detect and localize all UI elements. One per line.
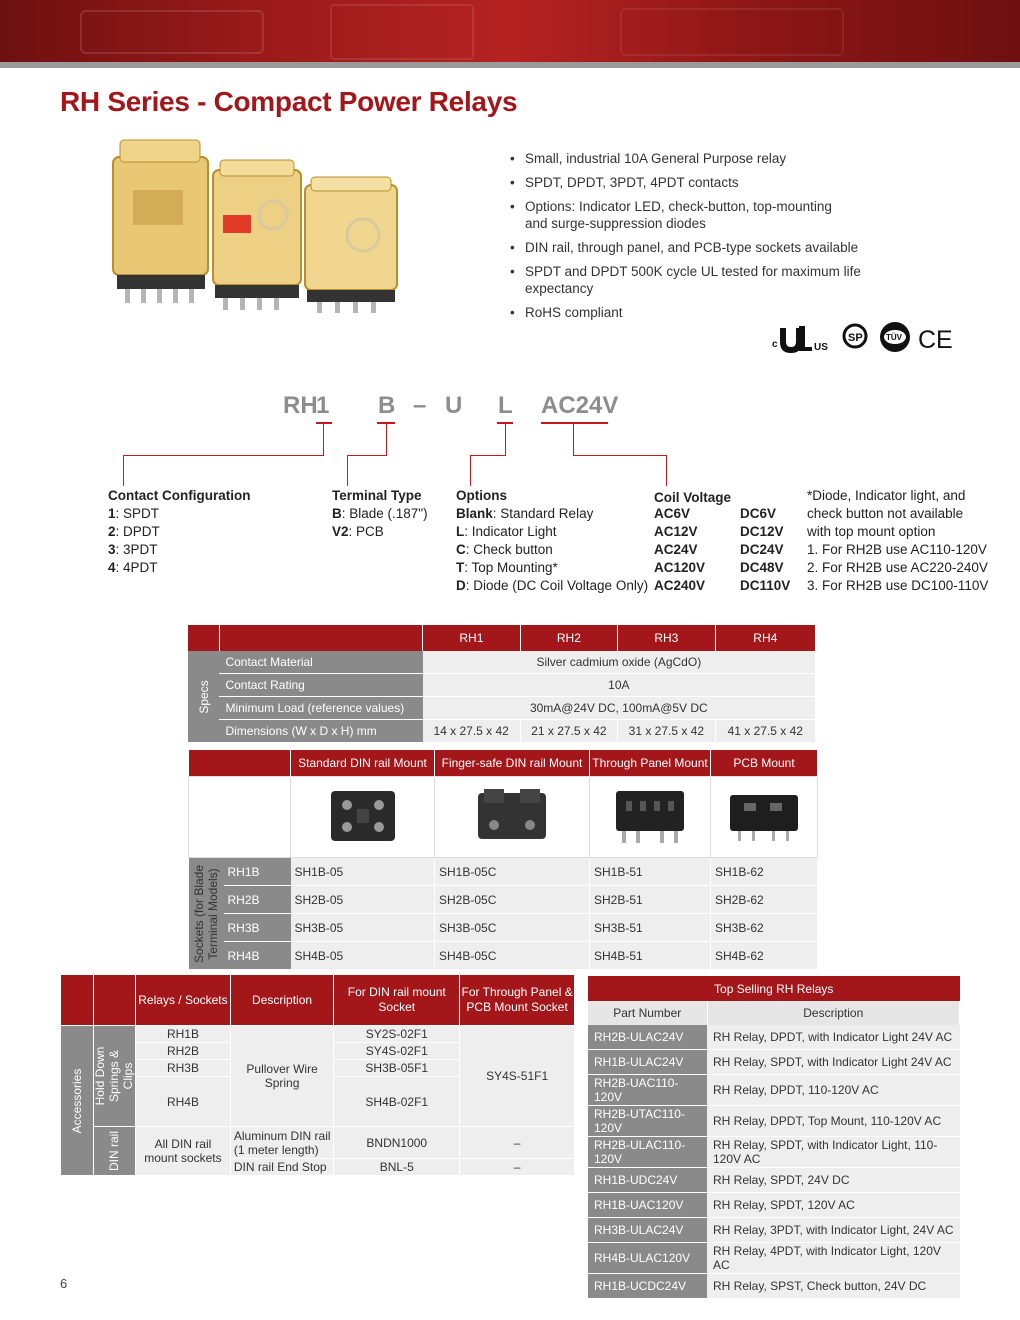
accessories-side-label: Accessories <box>61 1026 94 1176</box>
header-banner <box>0 0 1020 62</box>
table-row: RH2B-ULAC24V RH Relay, DPDT, with Indicator Light 24V AC <box>588 1025 960 1050</box>
col-rh2: RH2 <box>520 625 617 651</box>
top-selling-table: Top Selling RH Relays Part Number Description RH2B-ULAC24V RH Relay, DPDT, with Indicator Light 24V AC RH1B-ULAC24V RH Relay, SPDT, with Indicator Light 24V AC RH2B-UAC110-120V RH Relay, DPDT, 110-120V AC RH2B-UTAC110-120V RH Relay, DPDT, Top Mount, 110-120V AC RH2B-ULAC110-120V RH Relay, SPDT, with Indicator Light, 110-120V AC RH1B-UDC24V RH Relay, SPDT, 24V DC RH1B-UAC120V RH Relay, SPDT, 120V AC RH3B-ULAC24V RH Relay, 3PDT, with Indicator Light, 24V AC RH4B-ULAC120V RH Relay, 4PDT, with Indicator Light, 120V AC RH1B-UCDC24V RH Relay, SPST, Check button, 24V DC <box>588 976 960 1299</box>
standard-din-socket-image <box>291 777 435 858</box>
pcb-socket-image <box>711 777 818 858</box>
table-row: RH1B-UAC120V RH Relay, SPDT, 120V AC <box>588 1193 960 1218</box>
ul-c-mark: c <box>772 339 778 350</box>
top-selling-title: Top Selling RH Relays <box>588 976 960 1001</box>
table-row: Sockets (for Blade Terminal Models) RH1B SH1B-05 SH1B-05C SH1B-51 SH1B-62 <box>189 858 818 886</box>
page-title: RH Series - Compact Power Relays <box>60 86 518 117</box>
code-voltage: AC24V <box>541 392 619 419</box>
table-row: RH1B-UDC24V RH Relay, SPDT, 24V DC <box>588 1168 960 1193</box>
col-rh1: RH1 <box>423 625 520 651</box>
relay-product-image <box>105 135 415 315</box>
din-rail-label: DIN rail <box>93 1127 135 1176</box>
table-row: RH3B SH3B-05 SH3B-05C SH3B-51 SH3B-62 <box>189 914 818 942</box>
specs-side-label: Specs <box>188 651 219 743</box>
code-underline <box>316 422 332 424</box>
col-rh3: RH3 <box>618 625 715 651</box>
through-panel-socket-image <box>590 777 711 858</box>
ul-icon <box>780 328 802 353</box>
feature-item: • Options: Indicator LED, check-button, top-mounting and surge-suppression diodes <box>510 199 832 231</box>
feature-list <box>510 150 930 328</box>
table-row: RH4B-ULAC120V RH Relay, 4PDT, with Indicator Light, 120V AC <box>588 1243 960 1274</box>
col-rh4: RH4 <box>715 625 815 651</box>
coil-voltage-ac: AC6V AC12V AC24V AC120V AC240V <box>654 506 706 593</box>
options: Options Blank: Standard Relay L: Indicator Light C: Check button T: Top Mounting* D: Diode (DC Coil Voltage Only) <box>456 488 649 593</box>
page-number: 6 <box>60 1276 68 1291</box>
svg-text:SP: SP <box>848 332 863 344</box>
feature-item: • RoHS compliant <box>510 305 623 320</box>
code-option: L <box>498 392 513 419</box>
table-row: RH1B-ULAC24V RH Relay, SPDT, with Indicator Light 24V AC <box>588 1050 960 1075</box>
feature-item: • SPDT and DPDT 500K cycle UL tested for maximum life expectancy <box>510 264 861 296</box>
code-u: U <box>445 392 463 419</box>
feature-item: • Small, industrial 10A General Purpose relay <box>510 151 787 166</box>
connector-line <box>505 424 506 456</box>
table-row: RH2B-ULAC110-120V RH Relay, SPDT, with Indicator Light, 110-120V AC <box>588 1137 960 1168</box>
code-underline <box>541 422 608 424</box>
code-terminal: B <box>378 392 396 419</box>
table-row: RH2B SH2B-05 SH2B-05C SH2B-51 SH2B-62 <box>189 886 818 914</box>
table-row: RH3B-ULAC24V RH Relay, 3PDT, with Indicator Light, 24V AC <box>588 1218 960 1243</box>
sockets-side-label: Sockets (for Blade Terminal Models) <box>189 858 224 970</box>
table-row: RH1B-UCDC24V RH Relay, SPST, Check button, 24V DC <box>588 1274 960 1299</box>
config-notes: *Diode, Indicator light, and check button not available with top mount option 1. For RH2B use AC110-120V 2. For RH2B use AC220-240V 3. For RH2B use DC100-110V <box>807 488 989 593</box>
specs-table: RH1 RH2 RH3 RH4 Specs Contact Material Silver cadmium oxide (AgCdO) Contact Rating 10A Minimum Load (reference values) 30mA@24V DC, 100mA@5V DC Dimensions (W x D x H) mm 14 x 27.5 x 42 21 x 27.5 x 42 31 x 27.5 x 42 41 x 27.5 x 42 <box>188 625 816 743</box>
coil-voltage-dc: DC6V DC12V DC24V DC48V DC110V <box>740 506 791 593</box>
ul-us-mark: US <box>814 342 828 353</box>
svg-text:TÜV: TÜV <box>886 333 902 342</box>
table-row: RH2B-UAC110-120V RH Relay, DPDT, 110-120V AC <box>588 1075 960 1106</box>
feature-item: • SPDT, DPDT, 3PDT, 4PDT contacts <box>510 175 739 190</box>
certification-logos <box>772 320 962 354</box>
connector-line <box>386 424 387 456</box>
code-dash: – <box>413 392 427 419</box>
sockets-table: Standard DIN rail Mount Finger-safe DIN rail Mount Through Panel Mount PCB Mount Sockets (for Blade Terminal Models) RH1B SH1B-05 SH1B-05C SH1B-51 SH1B-62 RH2B SH2B-05 SH2B-05C SH2B-51 SH2B-62 RH3B SH3B-05 SH3B-05C SH3B-51 SH3B-62 RH4B SH4B-05 SH4B-05C SH4B-51 SH4B-62 <box>188 750 818 970</box>
hold-down-label: Hold Down Springs & Clips <box>93 1026 135 1127</box>
ce-mark: CE <box>918 326 953 354</box>
header-rule <box>0 62 1020 68</box>
table-row: RH2B-UTAC110-120V RH Relay, DPDT, Top Mount, 110-120V AC <box>588 1106 960 1137</box>
code-contacts: 1 <box>316 392 330 419</box>
terminal-type: Terminal Type B: Blade (.187") V2: PCB <box>332 488 428 539</box>
finger-safe-din-socket-image <box>435 777 590 858</box>
table-row: RH4B SH4B-05 SH4B-05C SH4B-51 SH4B-62 <box>189 942 818 970</box>
coil-voltage: Coil Voltage <box>654 490 732 505</box>
connector-line <box>573 424 574 456</box>
feature-item: • DIN rail, through panel, and PCB-type sockets available <box>510 240 859 255</box>
code-series: RH <box>283 392 318 419</box>
accessories-table: Relays / Sockets Description For DIN rail mount Socket For Through Panel & PCB Mount Socket Accessories Hold Down Springs & Clips RH1B Pullover Wire Spring SY2S-02F1 SY4S-51F1 RH2B SY4S-02F1 RH3B SH3B-05F1 RH4B SH4B-02F1 DIN rail All DIN rail mount sockets Aluminum DIN rail (1 meter length) BNDN1000 – DIN rail End Stop BNL-5 – <box>60 975 575 1176</box>
connector-line <box>323 424 324 456</box>
contact-configuration: Contact Configuration 1: SPDT 2: DPDT 3: 3PDT 4: 4PDT <box>108 488 251 575</box>
